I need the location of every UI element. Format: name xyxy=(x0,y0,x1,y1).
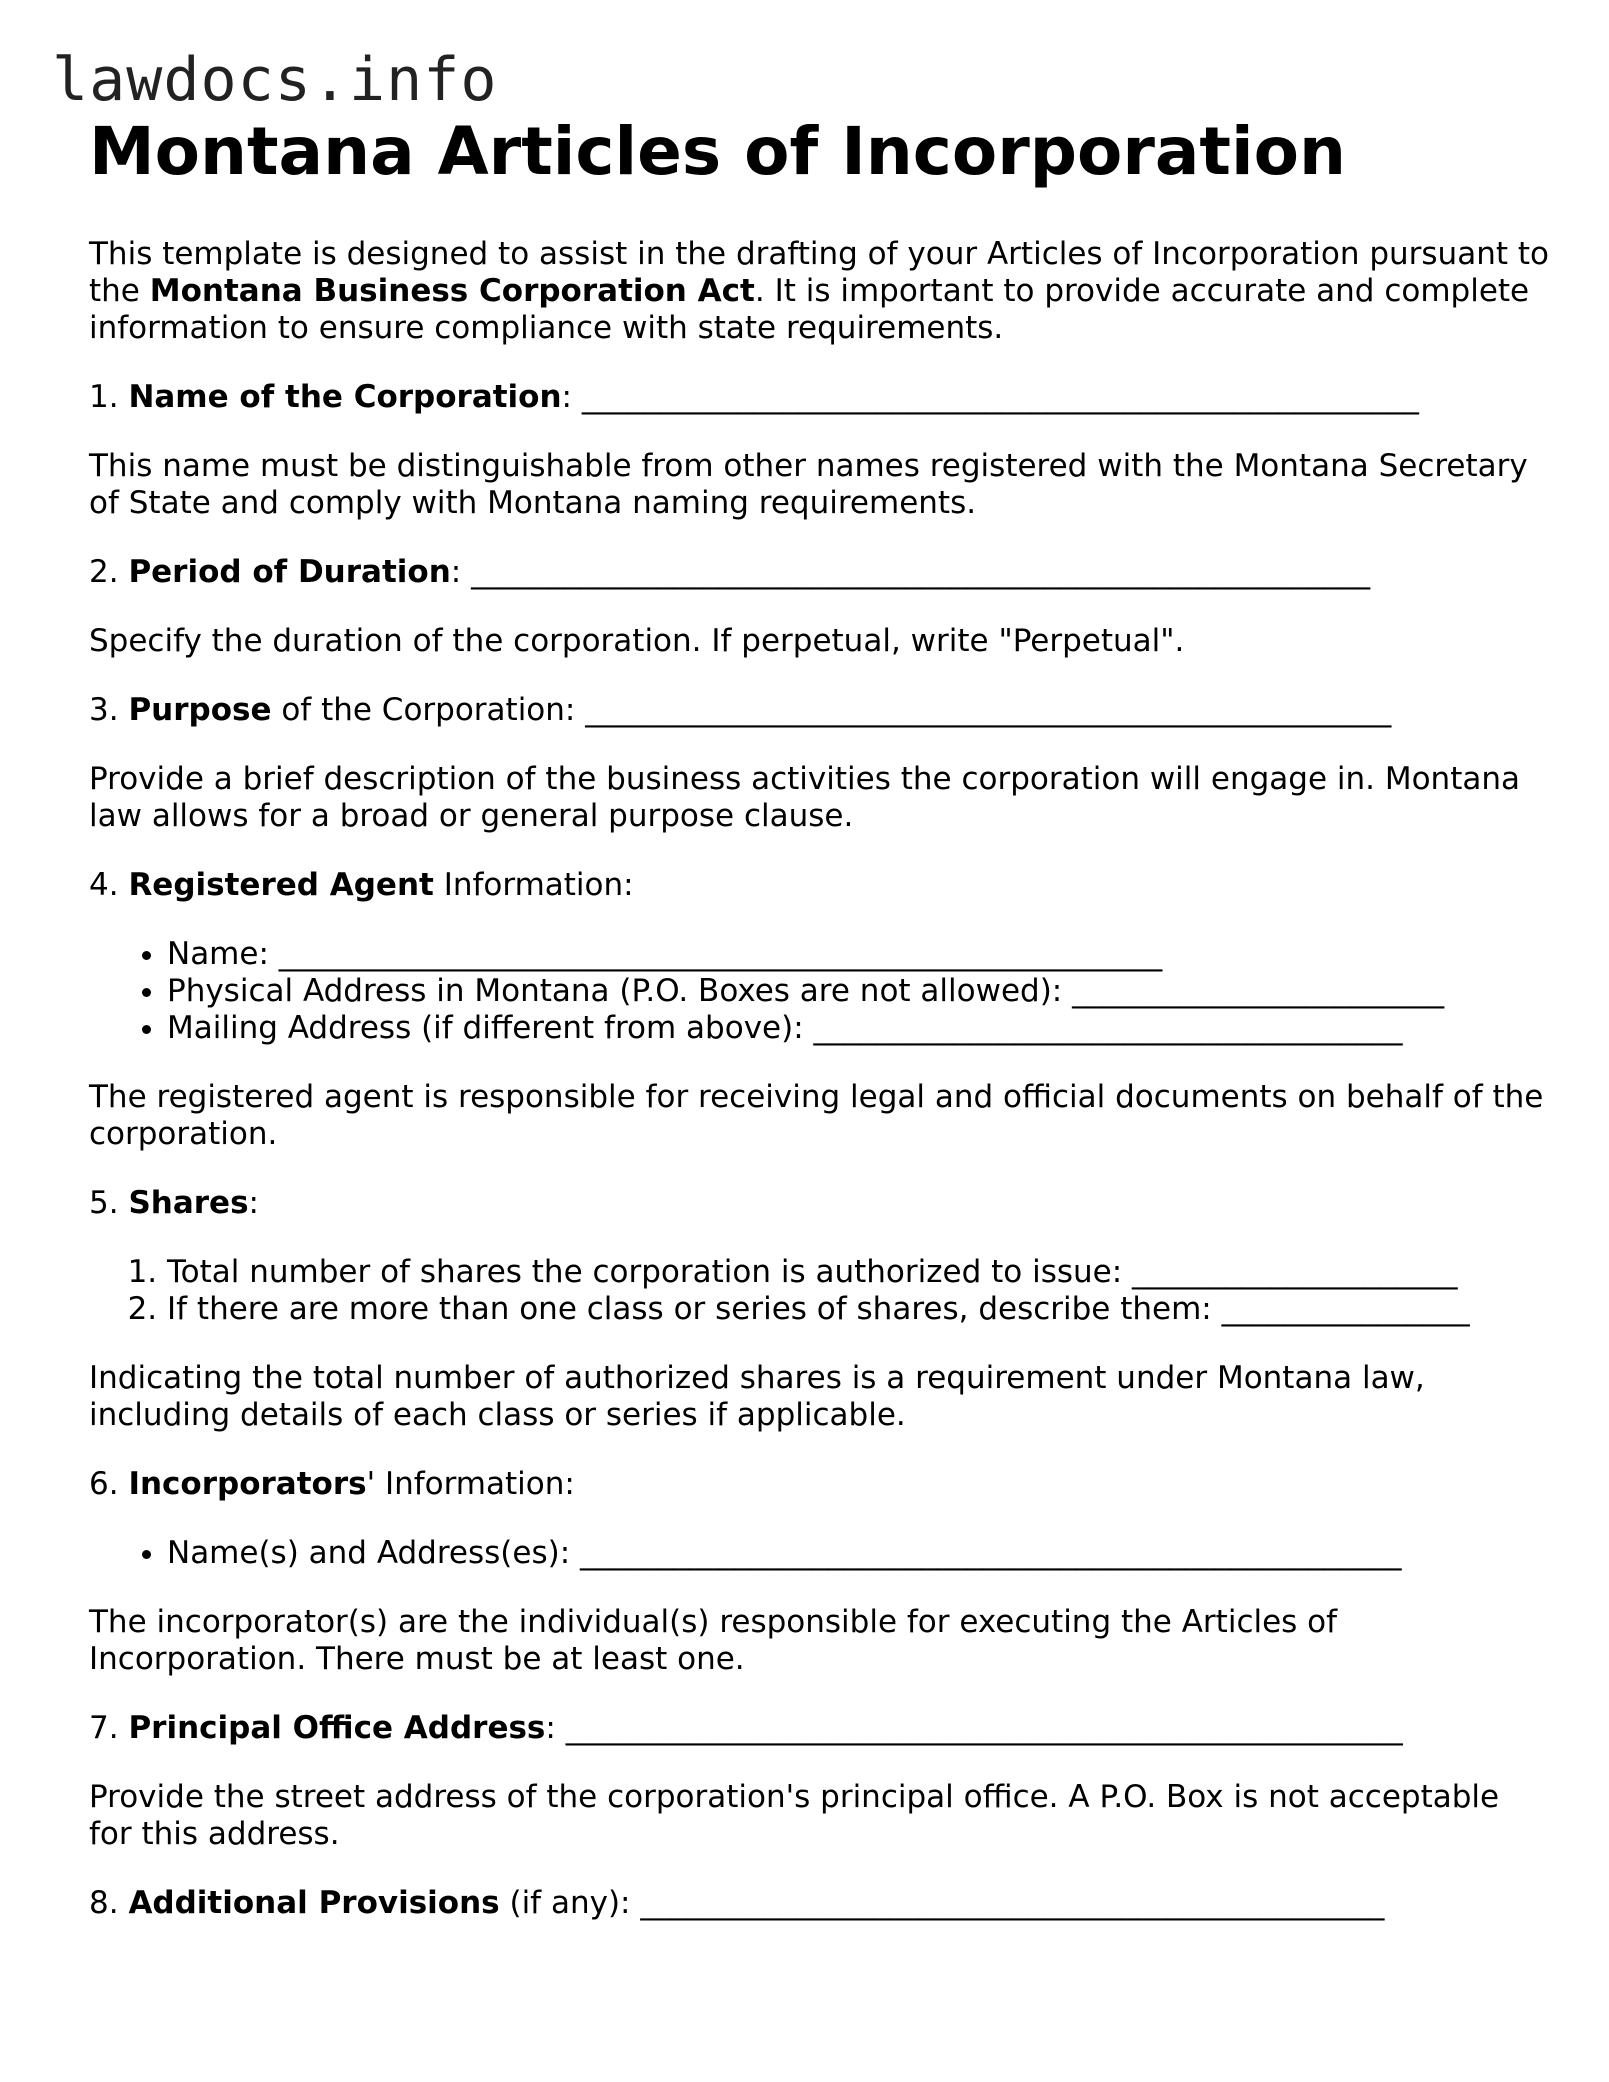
section-1-title: Name of the Corporation xyxy=(128,379,562,415)
section-7-title-rest: : xyxy=(545,1710,566,1746)
list-item xyxy=(167,1535,1549,1572)
section-5-title: Shares xyxy=(128,1185,249,1221)
section-4-title-rest: Information: xyxy=(433,867,634,903)
section-6-heading xyxy=(89,1466,1549,1503)
section-7-note: Provide the street address of the corporation's principal office. A P.O. Box is not acceptable for this address. xyxy=(89,1779,1500,1852)
shares-list xyxy=(89,1254,1549,1328)
section-6-title-rest: ' Information: xyxy=(366,1466,575,1502)
section-8-heading xyxy=(89,1885,1549,1922)
intro-paragraph xyxy=(89,236,1549,347)
section-8-title: Additional Provisions xyxy=(128,1885,500,1921)
list-item xyxy=(167,1254,1549,1291)
section-number: 3. xyxy=(89,692,129,728)
section-6-note: The incorporator(s) are the individual(s) responsible for executing the Articles of Incorporation. There must be at least one. xyxy=(89,1604,1338,1677)
section-number: 1. xyxy=(89,379,129,415)
section-5-heading xyxy=(89,1185,1549,1222)
section-1-note: This name must be distinguishable from other names registered with the Montana Secretary of State and comply with Montana naming requirements. xyxy=(89,448,1528,521)
section-4-title: Registered Agent xyxy=(128,867,434,903)
list-item xyxy=(167,1291,1549,1328)
list-item xyxy=(167,1010,1549,1047)
section-2-heading xyxy=(89,554,1549,591)
section-2-title-rest: : xyxy=(450,554,472,590)
document-body xyxy=(89,112,1549,1922)
intro-text-after: . It is important to provide accurate and complete information to ensure compliance with state requirements. xyxy=(89,273,1530,346)
section-8-title-rest: (if any): xyxy=(499,1885,641,1921)
intro-act-name: Montana Business Corporation Act xyxy=(149,273,755,309)
section-3-title-rest: of the Corporation: xyxy=(271,692,586,728)
watermark: lawdocs.info xyxy=(52,45,498,115)
section-6-title: Incorporators xyxy=(128,1466,367,1502)
list-item xyxy=(167,936,1549,973)
section-1-title-rest: : xyxy=(561,379,582,415)
period-of-duration-blank[interactable]: __________________________________________________________ xyxy=(471,554,1371,590)
list-item xyxy=(167,973,1549,1010)
incorporators-blank[interactable]: _____________________________________________________ xyxy=(580,1535,1402,1571)
section-4-heading xyxy=(89,867,1549,904)
section-3-title: Purpose xyxy=(128,692,272,728)
agent-physical-address-blank[interactable]: ________________________ xyxy=(1072,973,1445,1009)
share-classes-blank[interactable]: ________________ xyxy=(1221,1291,1470,1327)
section-3-note: Provide a brief description of the business activities the corporation will engage in. Montana law allows for a broad or general purpose clause. xyxy=(89,761,1520,834)
total-shares-label: Total number of shares the corporation is authorized to issue: xyxy=(167,1254,1133,1290)
document-title: Montana Articles of Incorporation xyxy=(89,113,1346,190)
purpose-blank[interactable]: ____________________________________________________ xyxy=(585,692,1392,728)
section-5-title-rest: : xyxy=(248,1185,259,1221)
share-classes-label: If there are more than one class or series of shares, describe them: xyxy=(167,1291,1222,1327)
section-number: 6. xyxy=(89,1466,129,1502)
total-shares-blank[interactable]: _____________________ xyxy=(1132,1254,1458,1290)
additional-provisions-blank[interactable]: ________________________________________________ xyxy=(640,1885,1385,1921)
principal-office-blank[interactable]: ______________________________________________________ xyxy=(565,1710,1403,1746)
incorporators-label: Name(s) and Address(es): xyxy=(167,1535,580,1571)
agent-name-label: Name: xyxy=(167,936,279,972)
agent-name-blank[interactable]: _________________________________________________________ xyxy=(278,936,1163,972)
section-5-note: Indicating the total number of authorized shares is a requirement under Montana law, including details of each class or series if applicable. xyxy=(89,1360,1425,1433)
intro-text-before: This template is designed to assist in the drafting of your Articles of Incorporation pursuant to the xyxy=(89,236,1549,309)
section-7-title: Principal Office Address xyxy=(128,1710,546,1746)
section-2-note: Specify the duration of the corporation. If perpetual, write "Perpetual". xyxy=(89,623,1185,659)
agent-mailing-address-blank[interactable]: ______________________________________ xyxy=(813,1010,1403,1046)
section-number: 2. xyxy=(89,554,129,590)
agent-physical-address-label: Physical Address in Montana (P.O. Boxes are not allowed): xyxy=(167,973,1073,1009)
agent-mailing-address-label: Mailing Address (if different from above): xyxy=(167,1010,814,1046)
section-number: 7. xyxy=(89,1710,129,1746)
section-4-note: The registered agent is responsible for receiving legal and official documents on behalf of the corporation. xyxy=(89,1079,1544,1152)
section-number: 5. xyxy=(89,1185,129,1221)
incorporators-list xyxy=(89,1535,1549,1572)
section-number: 4. xyxy=(89,867,129,903)
section-1-heading xyxy=(89,379,1549,416)
corporation-name-blank[interactable]: ______________________________________________________ xyxy=(581,379,1419,415)
section-7-heading xyxy=(89,1710,1549,1747)
section-number: 8. xyxy=(89,1885,129,1921)
section-2-title: Period of Duration xyxy=(128,554,451,590)
registered-agent-list xyxy=(89,936,1549,1047)
section-3-heading xyxy=(89,692,1549,729)
